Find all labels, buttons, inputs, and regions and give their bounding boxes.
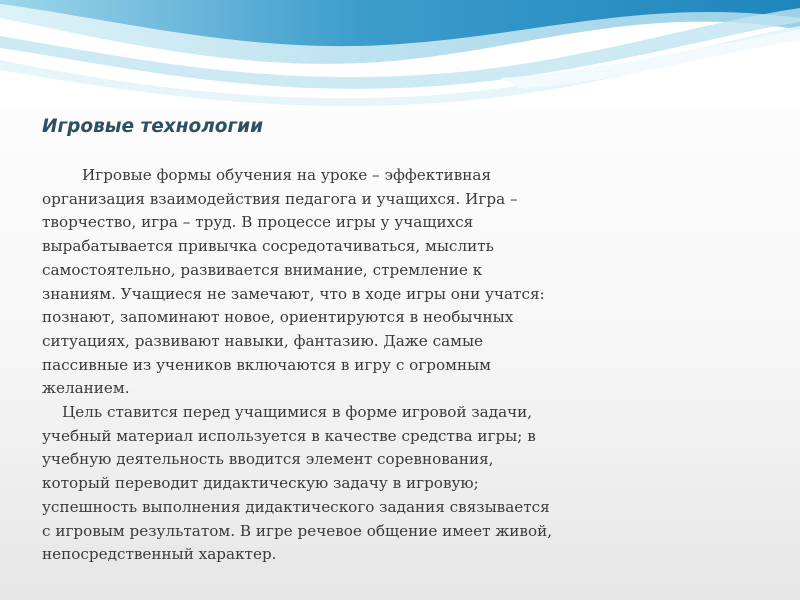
slide-title: Игровые технологии [42, 116, 264, 137]
slide-body [42, 164, 754, 567]
text-line: успешность выполнения дидактического задания связывается [42, 497, 550, 516]
text-line: творчество, игра – труд. В процессе игры у учащихся [42, 213, 474, 232]
text-line: желанием. [42, 379, 130, 398]
text-line: учебный материал используется в качестве средства игры; в [42, 426, 536, 445]
text-line: учебную деятельность вводится элемент соревнования, [42, 450, 494, 469]
text-line: знаниям. Учащиеся не замечают, что в ходе игры они учатся: [42, 284, 545, 303]
paragraph-2 [42, 401, 754, 567]
text-line: с игровым результатом. В игре речевое общение имеет живой, [42, 521, 553, 540]
text-line: ситуациях, развивают навыки, фантазию. Даже самые [42, 331, 484, 350]
text-line: вырабатывается привычка сосредотачиваться, мыслить [42, 237, 494, 256]
text-line: организация взаимодействия педагога и учащихся. Игра – [42, 189, 518, 208]
text-line: Игровые формы обучения на уроке – эффективная [82, 166, 492, 184]
text-line: Цель ставится перед учащимися в форме игровой задачи, [62, 403, 533, 422]
decorative-wave-header [0, 0, 800, 110]
text-line: познают, запоминают новое, ориентируются в необычных [42, 308, 514, 327]
text-line: непосредственный характер. [42, 545, 277, 564]
text-line: самостоятельно, развивается внимание, стремление к [42, 260, 483, 279]
paragraph-1 [42, 164, 754, 401]
text-line: пассивные из учеников включаются в игру с огромным [42, 355, 491, 374]
text-line: который переводит дидактическую задачу в игровую; [42, 474, 479, 493]
